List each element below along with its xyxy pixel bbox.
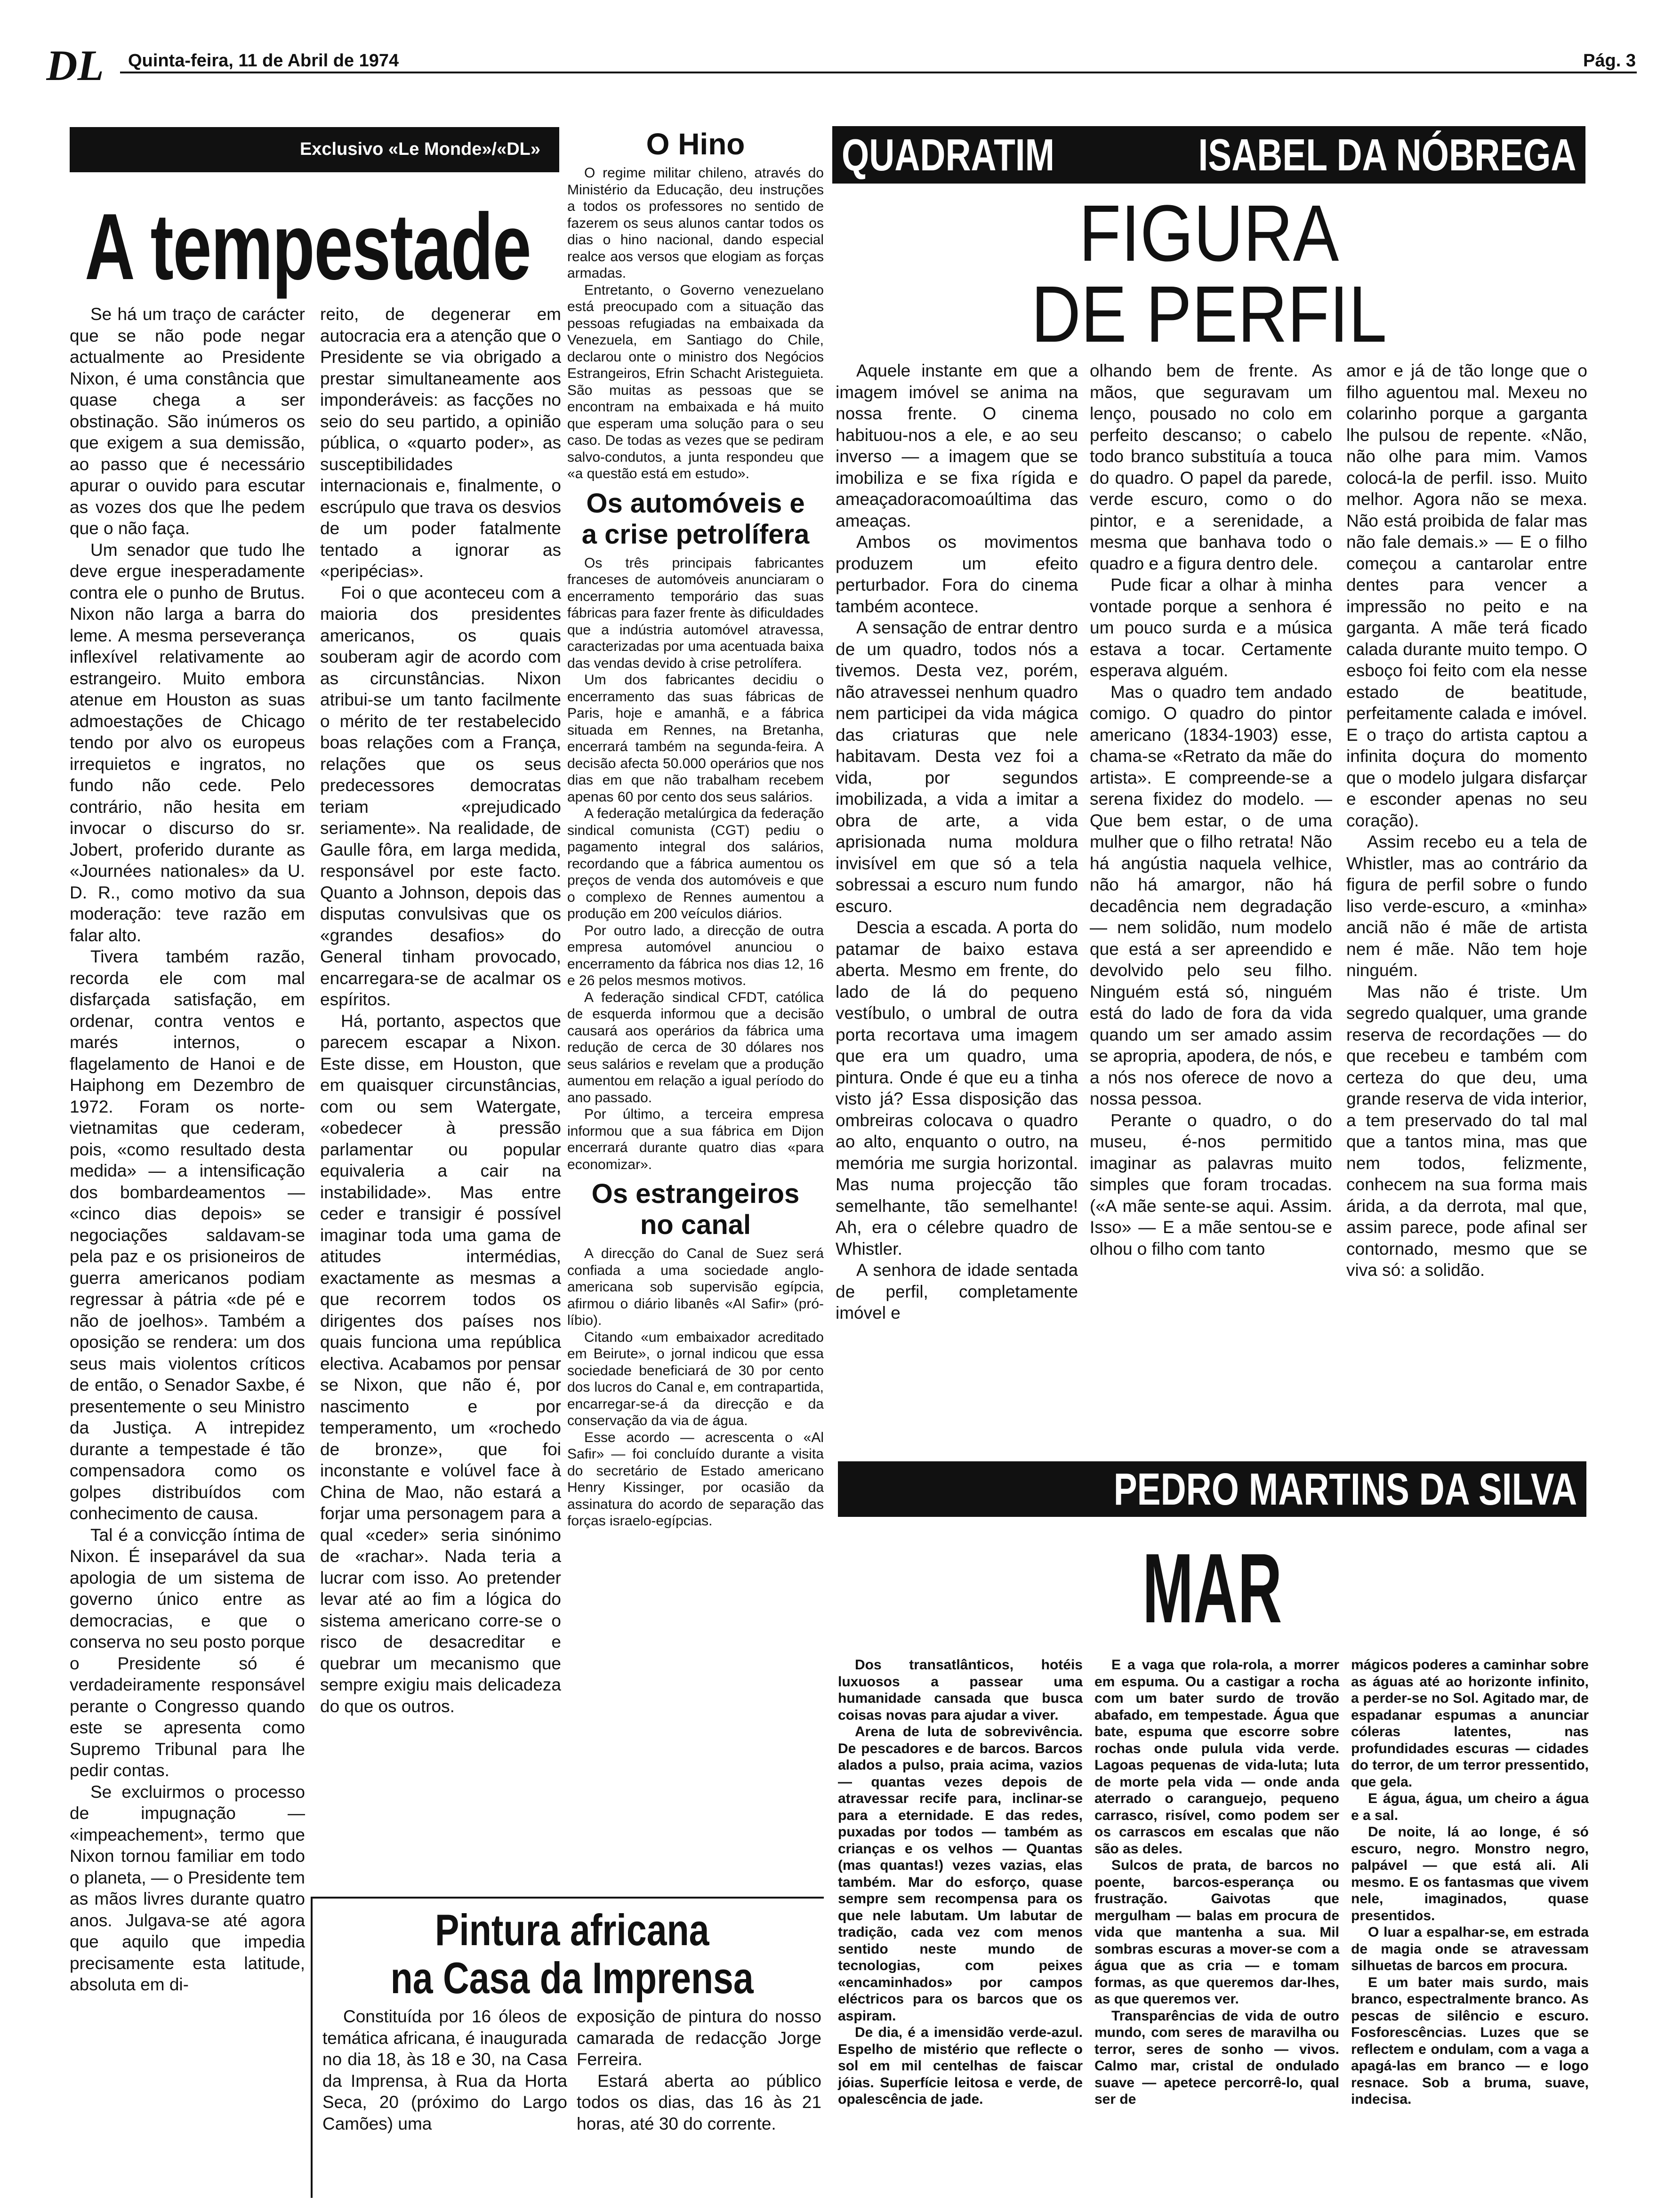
paragraph: Transparências de vida de outro mundo, com seres de maravilha ou terror, seres de sonho — vivos. Calmo mar, cristal de ondulado suave — apetece percorrê-lo, qual ser de xyxy=(1094,2008,1339,2107)
quadratim-column-2 xyxy=(1090,360,1332,1259)
paragraph: De noite, lá ao longe, é só escuro, negro. Monstro negro, palpável — que está ali. Ali mesmo. E os fantasmas que vivem nele, imaginados, quase presentidos. xyxy=(1351,1824,1589,1923)
paragraph: Citando «um embaixador acreditado em Beirute», o jornal indicou que essa sociedade beneficiará de 30 por cento dos lucros do Canal e, em contrapartida, encarregar-se-á da direcção e da conservação da via de água. xyxy=(567,1329,824,1428)
headline: A tempestade xyxy=(85,200,531,299)
automoveis-title: Os automóveis e a crise petrolífera xyxy=(581,488,810,550)
paragraph: A direcção do Canal de Suez será confiada a uma sociedade anglo-americana sob supervisão egípcia, afirmou o diário libanês «Al Safir» (pró-líbio). xyxy=(567,1246,824,1328)
paragraph: Perante o quadro, o do museu, é-nos permitido imaginar as palavras muito simples que foram trocadas. («A mãe sente-se aqui. Assim. Isso» — E a mãe sentou-se e olhou o filho com tanto xyxy=(1090,1110,1332,1258)
logo-mark-icon xyxy=(46,41,117,93)
newspaper-logo xyxy=(46,41,117,93)
paragraph: Um dos fabricantes decidiu o encerramento das suas fábricas de Paris, hoje e amanhã, e a fábrica situada em Rennes, na Bretanha, encerrará também na segunda-feira. A decisão afecta 50.000 operários que nos dias em que não trabalham recebem apenas 60 por cento dos seus salários. xyxy=(567,672,824,805)
author-name: ISABEL DA NÓBREGA xyxy=(1198,130,1576,180)
paragraph: olhando bem de frente. As mãos, que seguravam um lenço, pousado no colo em perfeito descanso; o cabelo todo branco substituía a touca do quadro. O papel da parede, verde escuro, como o do pintor, e a serenidade, a mesma que banhava todo o quadro e a figura dentro dele. xyxy=(1090,361,1332,573)
paragraph: Dos transatlânticos, hotéis luxuosos a passear uma humanidade cansada que busca coisas novas para ajudar a viver. xyxy=(838,1657,1083,1723)
paragraph: amor e já de tão longe que o filho aguentou mal. Mexeu no colarinho porque a garganta lhe pulsou de repente. «Não, não olhe para mim. Vamos colocá-la de perfil. isso. Muito melhor. Agora não se mexa. Não está proibida de falar mas não fale demais.» — E o filho começou a cantarolar entre dentes para vencer a impressão no peito e na garganta. A mãe terá ficado calada durante muito tempo. O esboço foi feito com ela nesse estado de beatitude, perfeitamente calada e imóvel. E o traço do artista captou a infinita doçura do momento que o modelo julgara disfarçar e esconder apenas no seu coração). xyxy=(1346,361,1587,830)
section-name: QUADRATIM xyxy=(842,130,1054,180)
paragraph: Entretanto, o Governo venezuelano está preocupado com a situação das pessoas refugiadas na embaixada da Venezuela, em Santiago do Chile, declarou onte o ministro dos Negócios Estrangeiros, Efrin Schacht Aristeguieta. São muitas as pessoas que se encontram na embaixada e há muito que esperam uma solução para o seu caso. De todas as vezes que se pediram salvo-condutos, a junta respondeu que «a questão está em estudo». xyxy=(567,282,824,481)
quadratim-banner xyxy=(832,126,1585,184)
hino-title: O Hino xyxy=(646,127,745,161)
paragraph: Aquele instante em que a imagem imóvel se anima na nossa frente. O cinema habituou-nos a ele, e ao seu inverso — a imagem que se imobiliza e se fixa rígida e ameaçadoracomoaúltima das ameaças. xyxy=(836,361,1078,530)
paragraph: O luar a espalhar-se, em estrada de magia onde se atravessam silhuetas de barcos em procura. xyxy=(1351,1924,1589,1973)
mar-column-3 xyxy=(1351,1657,1589,2108)
mar-banner xyxy=(838,1461,1586,1517)
box-rule-left xyxy=(311,1897,313,2198)
quadratim-column-1 xyxy=(836,360,1078,1324)
paragraph: A federação sindical CFDT, católica de esquerda informou que a decisão causará aos operários da fábrica uma redução de cerca de 30 dólares nos seus salários e revelam que a produção aumentou em relação a igual período do ano passado. xyxy=(567,989,824,1106)
paragraph: Estará aberta ao público todos os dias, das 16 às 21 horas, até 30 do corrente. xyxy=(577,2071,821,2133)
header-rule xyxy=(120,72,1637,73)
quadratim-column-3 xyxy=(1346,360,1587,1281)
paragraph: O regime militar chileno, através do Ministério da Educação, deu instruções a todos os professores no sentido de fazerem os seus alunos cantar todos os dias o hino nacional, dando especial realce aos versos que elogiam as forças armadas. xyxy=(567,165,824,281)
paragraph: Se excluirmos o processo de impugnação — «impeachement», termo que Nixon tornou familiar em todo o planeta, — o Presidente tem as mãos livres durante quatro anos. Julgava-se até agora que aquilo que impedia precisamente esta latitude, absoluta em di- xyxy=(70,1782,305,1994)
box-rule-top xyxy=(311,1897,824,1899)
paragraph: Foi o que aconteceu com a maioria dos presidentes americanos, os quais souberam agir de acordo com as circunstâncias. Nixon atribui-se um tanto facilmente o mérito de ter restabelecido boas relações com a França, relações que os seus predecessores democratas teriam «prejudicado seriamente». Na realidade, de Gaulle fôra, em larga medida, responsável por este facto. Quanto a Johnson, depois das disputas convulsivas que os «grandes desafios» do General tinham provocado, encarregara-se de acalmar os espíritos. xyxy=(320,583,561,1009)
paragraph: Ambos os movimentos produzem um efeito perturbador. Fora do cinema também acontece. xyxy=(836,532,1078,616)
paragraph: A sensação de entrar dentro de um quadro, todos nós a tivemos. Desta vez, porém, não atravessei nenhum quadro nem participei da vida mágica das criaturas que nele habitavam. Desta vez foi a vida, por segundos imobilizada, a vida a imitar a obra de arte, a vida aprisionada numa moldura invisível em que só a tela sobressai a escuro num fundo escuro. xyxy=(836,618,1078,916)
paragraph: Os três principais fabricantes franceses de automóveis anunciaram o encerramento temporário das suas fábricas para fazer frente às dificuldades que a indústria automóvel atravessa, caracterizadas por uma acentuada baixa das vendas devido à crise petrolífera. xyxy=(567,555,824,671)
paragraph: Tal é a convicção íntima de Nixon. É inseparável da sua apologia de um sistema de governo único entre as democracias, e que o conserva no seu posto porque o Presidente só é verdadeiramente responsável perante o Congresso quando este se apresenta como Supremo Tribunal para lhe pedir contas. xyxy=(70,1525,305,1780)
article-automoveis xyxy=(567,488,824,1173)
paragraph: Mas não é triste. Um segredo qualquer, uma grande reserva de recordações — do que recebeu e também com certeza do que deu, uma grande reserva de vida interior, a tem preservado do tal mal que a tantos mina, mas que nem todos, felizmente, conhecem na sua forma mais árida, a da derrota, mal que, assim parece, pode afinal ser contornado, mesmo que se viva só: a solidão. xyxy=(1346,982,1587,1280)
paragraph: Por último, a terceira empresa informou que a sua fábrica em Dijon encerrará durante quatro dias «para economizar». xyxy=(567,1106,824,1172)
paragraph: E água, água, um cheiro a água e a sal. xyxy=(1351,1791,1589,1823)
pintura-column-2 xyxy=(577,2006,821,2134)
paragraph: Por outro lado, a direcção de outra empresa automóvel anunciou o encerramento da fábrica nos dias 12, 16 e 26 pelos mesmos motivos. xyxy=(567,922,824,988)
paragraph: Sulcos de prata, de barcos no poente, barcos-esperança ou frustração. Gaivotas que mergulham — balas em procura de vida que mantenha a sua. Mil sombras escuras a mover-se com a água que as cria — e tomam formas, as que queremos dar-lhes, as que queremos ver. xyxy=(1094,1858,1339,2007)
article-column-1 xyxy=(70,304,305,1996)
paragraph: De dia, é a imensidão verde-azul. Espelho de mistério que reflecte o sol em mil centelhas de faiscar jóias. Superfície leitosa e verde, de opalescência de jade. xyxy=(838,2025,1083,2107)
article-column-2 xyxy=(320,304,561,1717)
paragraph: Constituída por 16 óleos de temática africana, é inaugurada no dia 18, às 18 e 30, na Casa da Imprensa, à Rua da Horta Seca, 20 (próximo do Largo Camões) uma xyxy=(322,2007,567,2133)
mar-column-2 xyxy=(1094,1657,1339,2108)
paragraph: A federação metalúrgica da federação sindical comunista (CGT) pediu o pagamento integral dos salários, recordando que a fábrica aumentou os preços de venda dos automóveis e que o complexo de Rennes aumentou a produção em 200 veículos diários. xyxy=(567,806,824,922)
article-estrangeiros xyxy=(567,1178,824,1530)
paragraph: exposição de pintura do nosso camarada de redacção Jorge Ferreira. xyxy=(577,2007,821,2069)
paragraph: Um senador que tudo lhe deve ergue inesperadamente contra ele o punho de Brutus. Nixon não larga a barra do leme. A mesma perseverança inflexível relativamente ao estrangeiro. Muito embora atenue em Houston as suas admoestações de Chicago tendo por alvo os europeus irrequietos e ingratos, no fundo não cede. Pelo contrário, não hesita em invocar o discurso do sr. Jobert, proferido durante as «Journées nationales» da U. D. R., como motivo da sua moderação: teve razão em falar alto. xyxy=(70,540,305,945)
pintura-column-1 xyxy=(322,2006,567,2134)
paragraph: A senhora de idade sentada de perfil, completamente imóvel e xyxy=(836,1260,1078,1322)
paragraph: Se há um traço de carácter que se não pode negar actualmente ao Presidente Nixon, é uma constância que quase chega a ser obstinação. São inúmeros os que exigem a sua demissão, ao passo que é necessário apurar o ouvido para escutar as vozes dos que lhe pedem que o não faça. xyxy=(70,305,305,538)
paragraph: E um bater mais surdo, mais branco, espectralmente branco. As pescas de silêncio e escuro. Fosforescências. Luzes que se reflectem e ondulam, com a vaga a apagá-las em branco — e logo resnace. Sob a bruma, suave, indecisa. xyxy=(1351,1974,1589,2107)
news-column xyxy=(567,127,824,1530)
paragraph: Esse acordo — acrescenta o «Al Safir» — foi concluído durante a visita do secretário de Estado americano Henry Kissinger, por ocasião da assinatura do acordo de separação das forças israelo-egípcias. xyxy=(567,1429,824,1529)
svg-text:DL: DL xyxy=(46,41,104,89)
author-name: PEDRO MARTINS DA SILVA xyxy=(1113,1464,1577,1515)
kicker-banner xyxy=(70,127,559,172)
paragraph: E a vaga que rola-rola, a morrer em espuma. Ou a castigar a rocha com um bater surdo de trovão abafado, em tempestade. Água que bate, espuma que escorre sobre rochas onde pulula vida verde. Lagoas pequenas de vida-luta; luta de morte pela vida — onde anda aterrado o caranguejo, pequeno carrasco, risível, como podem ser os carrascos em escalas que não são as deles. xyxy=(1094,1657,1339,1857)
paragraph: Mas o quadro tem andado comigo. O quadro do pintor americano (1834-1903) esse, chama-se «Retrato da mãe do artista». E compreende-se a serena fixidez do modelo. — Que bem estar, o de uma mulher que o filho retrata! Não há angústia naquela velhice, não há amargor, não há decadência nem degradação — nem solidão, num modelo que está a ser apreendido e devolvido pelo seu filho. Ninguém está só, ninguém está do lado de fora da vida quando um ser amado assim se apropria, apodera, de nós, e a nós nos oferece de novo a nossa pessoa. xyxy=(1090,682,1332,1108)
paragraph: Arena de luta de sobrevivência. De pescadores e de barcos. Barcos alados a pulso, praia acima, vazios — quantas vezes depois de atravessar recife para, inclinar-se para a eternidade. E das redes, puxadas por todos — também as crianças e os velhos — Quantas (mas quantas!) vezes vazias, elas também. Mar do esforço, quase sempre sem recompensa para os que nele labutam. Um labutar de tradição, cada vez com menos sentido neste mundo de tecnologias, com peixes «encaminhados» por campos eléctricos para os barcos que os aspiram. xyxy=(838,1724,1083,2024)
page-number: Pág. 3 xyxy=(1583,51,1636,71)
paragraph: reito, de degenerar em autocracia era a atenção que o Presidente se via obrigado a prestar simultaneamente aos imponderáveis: as facções no seio do seu partido, a opinião pública, o «quarto poder», as susceptibilidades internacionais e, finalmente, o escrúpulo que trava os desvios de um poder fatalmente tentado a ignorar as «peripécias». xyxy=(320,305,561,581)
quadratim-headline: FIGURA DE PERFIL xyxy=(1031,189,1387,359)
paragraph: mágicos poderes a caminhar sobre as águas até ao horizonte infinito, a perder-se no Sol. Agitado mar, de espadanar espumas a anunciar cóleras latentes, nas profundidades escuras — cidades do terror, de um terror pressentido, que gela. xyxy=(1351,1657,1589,1790)
mar-column-1 xyxy=(838,1657,1083,2108)
estrangeiros-title: Os estrangeiros no canal xyxy=(591,1178,800,1240)
mar-headline: MAR xyxy=(1142,1533,1282,1643)
article-hino xyxy=(567,127,824,482)
kicker-text: Exclusivo «Le Monde»/«DL» xyxy=(299,139,540,159)
pintura-headline: Pintura africana na Casa da Imprensa xyxy=(390,1905,754,2003)
issue-date: Quinta-feira, 11 de Abril de 1974 xyxy=(128,51,399,71)
paragraph: Assim recebo eu a tela de Whistler, mas ao contrário da figura de perfil sobre o fundo liso verde-escuro, a «minha» anciã não é mãe de artista nem é mãe. Não tem hoje ninguém. xyxy=(1346,832,1587,980)
paragraph: Tivera também razão, recorda ele com mal disfarçada satisfação, em ordenar, contra ventos e marés internos, o flagelamento de Hanoi e de Haiphong em Dezembro de 1972. Foram os norte-vietnamitas que cederam, pois, «como resultado desta medida» — a intensificação dos bombardeamentos — «cinco dias depois» se negociações saldavam-se pela paz e os prisioneiros de guerra americanos podiam regressar à pátria «de pé e não de joelhos». Também a oposição se rendera: um dos seus mais violentos críticos de então, o Senador Saxbe, é presentemente o seu Ministro da Justiça. A intrepidez durante a tempestade é tão compensadora como os golpes distribuídos com conhecimento de causa. xyxy=(70,947,305,1523)
paragraph: Pude ficar a olhar à minha vontade porque a senhora é um pouco surda e a música estava a tocar. Certamente esperava alguém. xyxy=(1090,575,1332,680)
paragraph: Há, portanto, aspectos que parecem escapar a Nixon. Este disse, em Houston, que em quaisquer circunstâncias, com ou sem Watergate, «obedecer à pressão parlamentar ou popular equivaleria a cair na instabilidade». Mas entre ceder e transigir é possível imaginar toda uma gama de atitudes intermédias, exactamente as mesmas a que recorrem todos os dirigentes dos países nos quais funciona uma república electiva. Acabamos por pensar se Nixon, que não é, por nascimento e por temperamento, um «rochedo de bronze», que foi inconstante e volúvel face à China de Mao, não estará a forjar uma personagem para a qual «ceder» seria sinónimo de «rachar». Nada teria a lucrar com isso. Ao pretender levar até ao fim a lógica do sistema americano corre-se o risco de desacreditar e quebrar um mecanismo que sempre exigiu mais delicadeza do que os outros. xyxy=(320,1011,561,1716)
paragraph: Descia a escada. A porta do patamar de baixo estava aberta. Mesmo em frente, do lado de lá do pequeno vestíbulo, o umbral de outra porta recortava uma imagem que era um quadro, uma pintura. Onde é que eu a tinha visto já? Essa disposição das ombreiras colocava o quadro ao alto, enquanto o outro, na memória me surgia horizontal. Mas numa projecção tão semelhante, tão semelhante! Ah, era o célebre quadro de Whistler. xyxy=(836,918,1078,1258)
